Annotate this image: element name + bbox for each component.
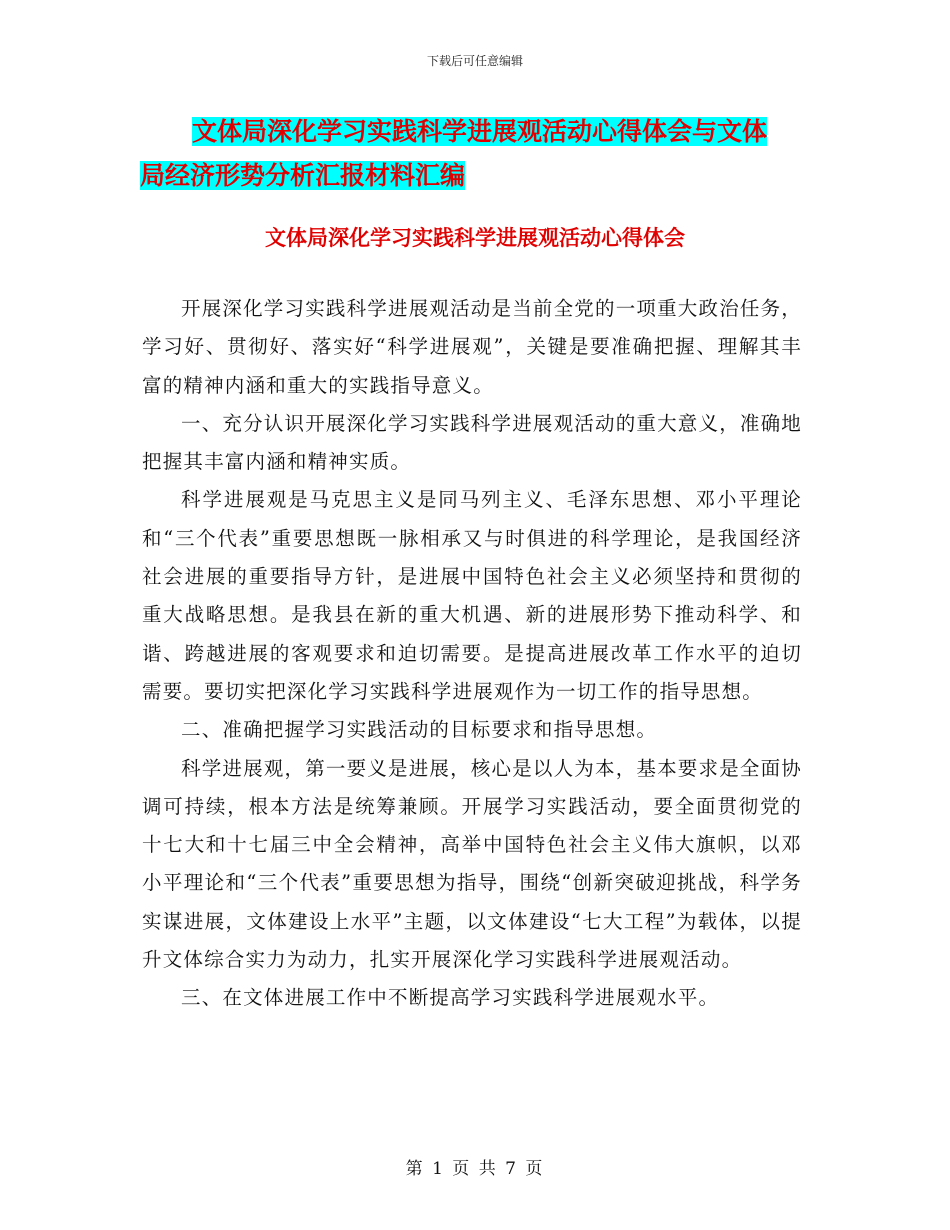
section-title: 文体局深化学习实践科学进展观活动心得体会: [265, 226, 685, 250]
page-header-note: 下载后可任意编辑: [426, 54, 523, 68]
title-line-2: 局经济形势分析汇报材料汇编: [140, 161, 466, 190]
paragraph: 开展深化学习实践科学进展观活动是当前全党的一项重大政治任务，学习好、贯彻好、落实好“科学进展观”，关键是要准确把握、理解其丰富的精神内涵和重大的实践指导意义。: [142, 297, 803, 397]
paragraph: 二、准确把握学习实践活动的目标要求和指导思想。: [181, 718, 658, 742]
title-line-1: 文体局深化学习实践科学进展观活动心得体会与文体: [192, 117, 768, 146]
page-number: 第 1 页 共 7 页: [405, 1159, 545, 1179]
document-body: [142, 290, 802, 1018]
document-title: [140, 110, 810, 198]
paragraph: 科学进展观是马克思主义是同马列主义、毛泽东思想、邓小平理论和“三个代表”重要思想既一脉相承又与时俱进的科学理论，是我国经济社会进展的重要指导方针，是进展中国特色社会主义必须坚持和贯彻的重大战略思想。是我县在新的重大机遇、新的进展形势下推动科学、和谐、跨越进展的客观要求和迫切需要。是提高进展改革工作水平的迫切需要。要切实把深化学习实践科学进展观作为一切工作的指导思想。: [142, 488, 802, 703]
paragraph: 三、在文体进展工作中不断提高学习实践科学进展观水平。: [181, 986, 720, 1010]
paragraph: 一、充分认识开展深化学习实践科学进展观活动的重大意义，准确地把握其丰富内涵和精神实质。: [142, 411, 803, 474]
paragraph: 科学进展观，第一要义是进展，核心是以人为本，基本要求是全面协调可持续，根本方法是统筹兼顾。开展学习实践活动，要全面贯彻党的十七大和十七届三中全会精神，高举中国特色社会主义伟大旗帜，以邓小平理论和“三个代表”重要思想为指导，围绕“创新突破迎挑战，科学务实谋进展，文体建设上水平”主题，以文体建设“七大工程”为载体，以提升文体综合实力为动力，扎实开展深化学习实践科学进展观活动。: [142, 756, 803, 972]
